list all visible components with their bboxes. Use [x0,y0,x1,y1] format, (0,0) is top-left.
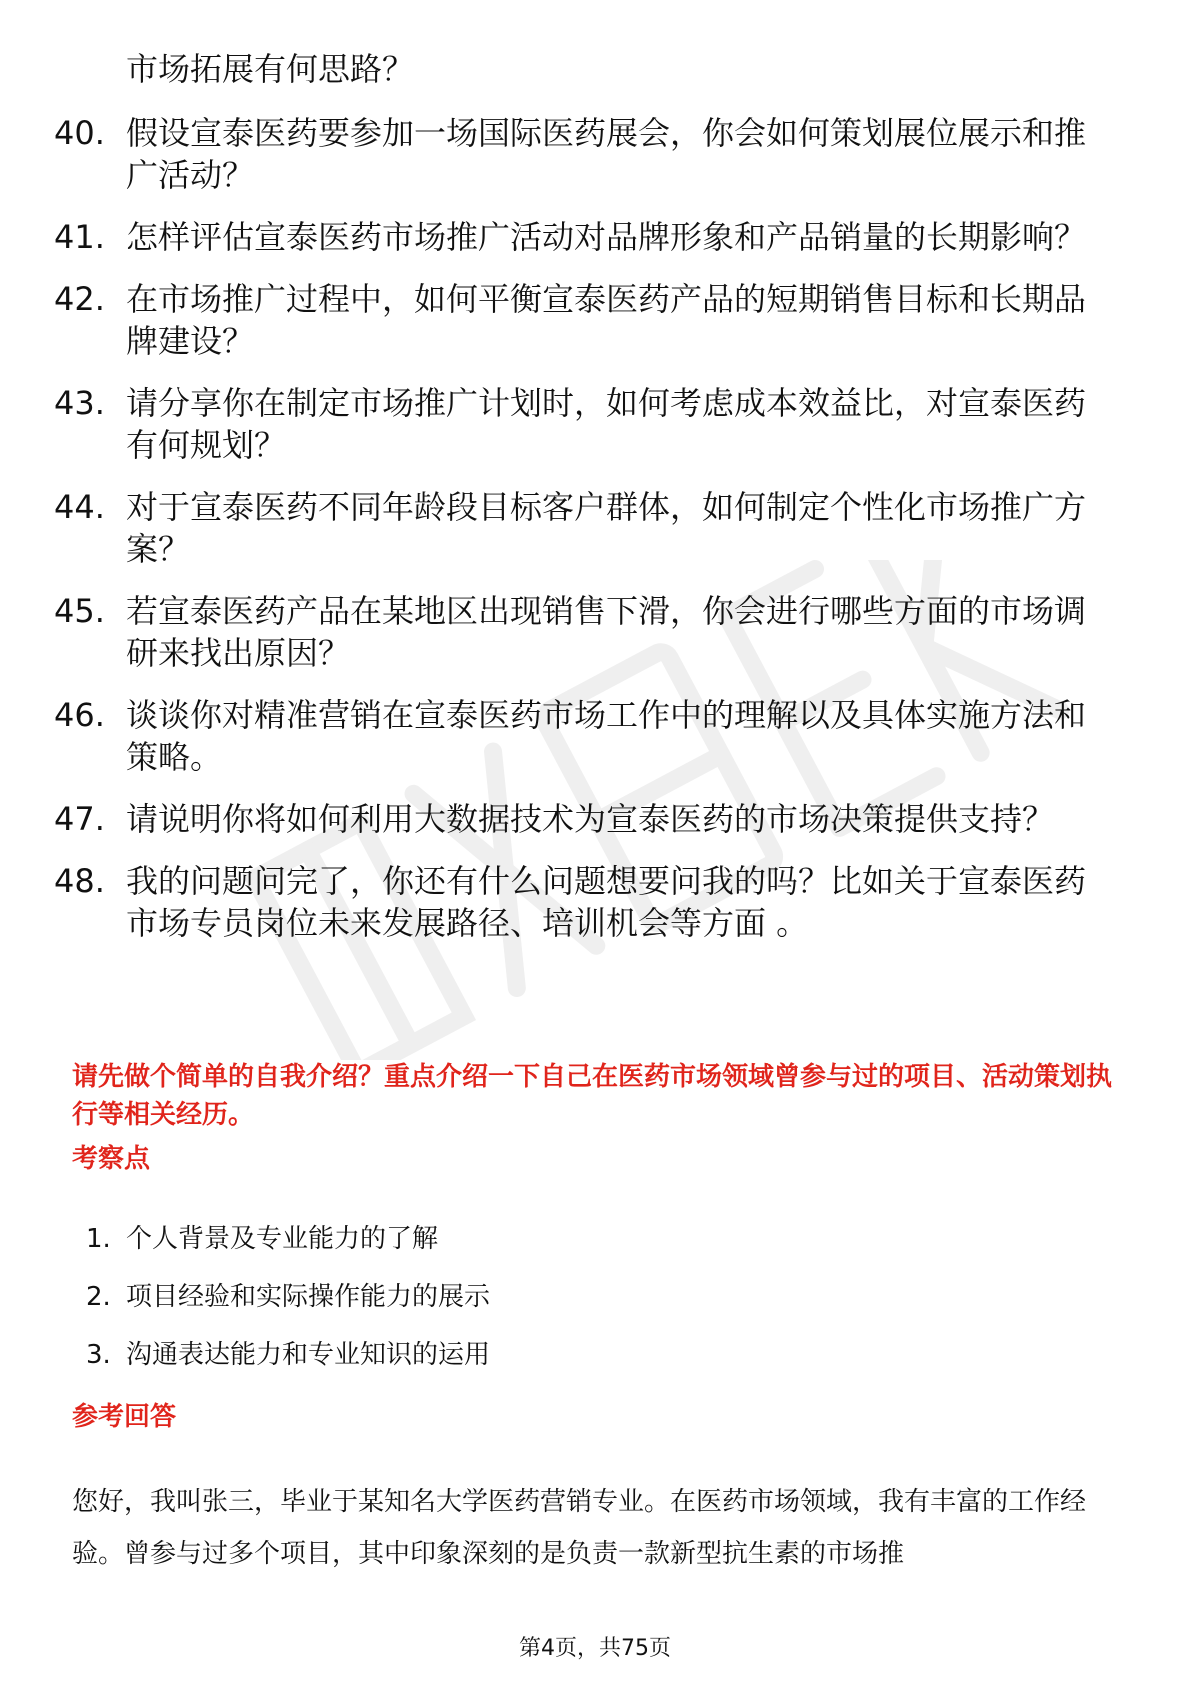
question-item [54,382,1124,466]
question-number: 48. [54,862,105,900]
question-number: 40. [54,114,105,152]
focus-point [86,1280,490,1314]
question-item [54,798,1124,840]
question-text: 谈谈你对精准营销在宣泰医药市场工作中的理解以及具体实施方法和策略。 [126,696,1087,776]
question-item [54,486,1124,570]
question-text: 在市场推广过程中，如何平衡宣泰医药产品的短期销售目标和长期品牌建设？ [126,280,1087,360]
question-text: 假设宣泰医药要参加一场国际医药展会，你会如何策划展位展示和推广活动？ [126,114,1087,194]
question-text: 怎样评估宣泰医药市场推广活动对品牌形象和产品销量的长期影响？ [126,218,1087,256]
focus-point-text: 沟通表达能力和专业知识的运用 [126,1340,491,1370]
question-item [54,860,1124,944]
focus-point-text: 个人背景及专业能力的了解 [126,1224,439,1254]
question-number: 47. [54,800,105,838]
question-item [54,694,1124,778]
focus-point [86,1338,490,1372]
question-text: 请说明你将如何利用大数据技术为宣泰医药的市场决策提供支持？ [126,800,1055,838]
featured-question: 请先做个简单的自我介绍？重点介绍一下自己在医药市场领域曾参与过的项目、活动策划执行等相关经历。 [72,1062,1113,1130]
focus-point [86,1222,490,1256]
question-item [54,216,1124,258]
focus-heading: 考察点 [72,1144,151,1174]
focus-point-list [86,1222,490,1396]
question-item [54,590,1124,674]
question-list [54,112,1124,964]
question-item [54,278,1124,362]
answer-paragraph: 您好，我叫张三，毕业于某知名大学医药营销专业。在医药市场领域，我有丰富的工作经验。曾参与过多个项目，其中印象深刻的是负责一款新型抗生素的市场推 [72,1487,1087,1569]
question-number: 41. [54,218,105,256]
question-text: 我的问题问完了，你还有什么问题想要问我的吗？比如关于宣泰医药市场专员岗位未来发展路径、培训机会等方面 。 [126,862,1087,942]
question-continuation: 市场拓展有何思路？ [126,50,415,88]
question-number: 43. [54,384,105,422]
question-number: 46. [54,696,105,734]
question-text: 请分享你在制定市场推广计划时，如何考虑成本效益比，对宣泰医药有何规划？ [126,384,1087,464]
focus-point-number: 1. [86,1224,111,1254]
question-text: 若宣泰医药产品在某地区出现销售下滑，你会进行哪些方面的市场调研来找出原因？ [126,592,1087,672]
question-item [54,112,1124,196]
focus-point-number: 3. [86,1340,111,1370]
focus-point-text: 项目经验和实际操作能力的展示 [126,1282,491,1312]
question-number: 45. [54,592,105,630]
question-text: 对于宣泰医药不同年龄段目标客户群体，如何制定个性化市场推广方案？ [126,488,1087,568]
focus-point-number: 2. [86,1282,111,1312]
page-footer: 第4页，共75页 [519,1636,671,1661]
question-number: 44. [54,488,105,526]
answer-heading: 参考回答 [72,1402,177,1432]
question-number: 42. [54,280,105,318]
